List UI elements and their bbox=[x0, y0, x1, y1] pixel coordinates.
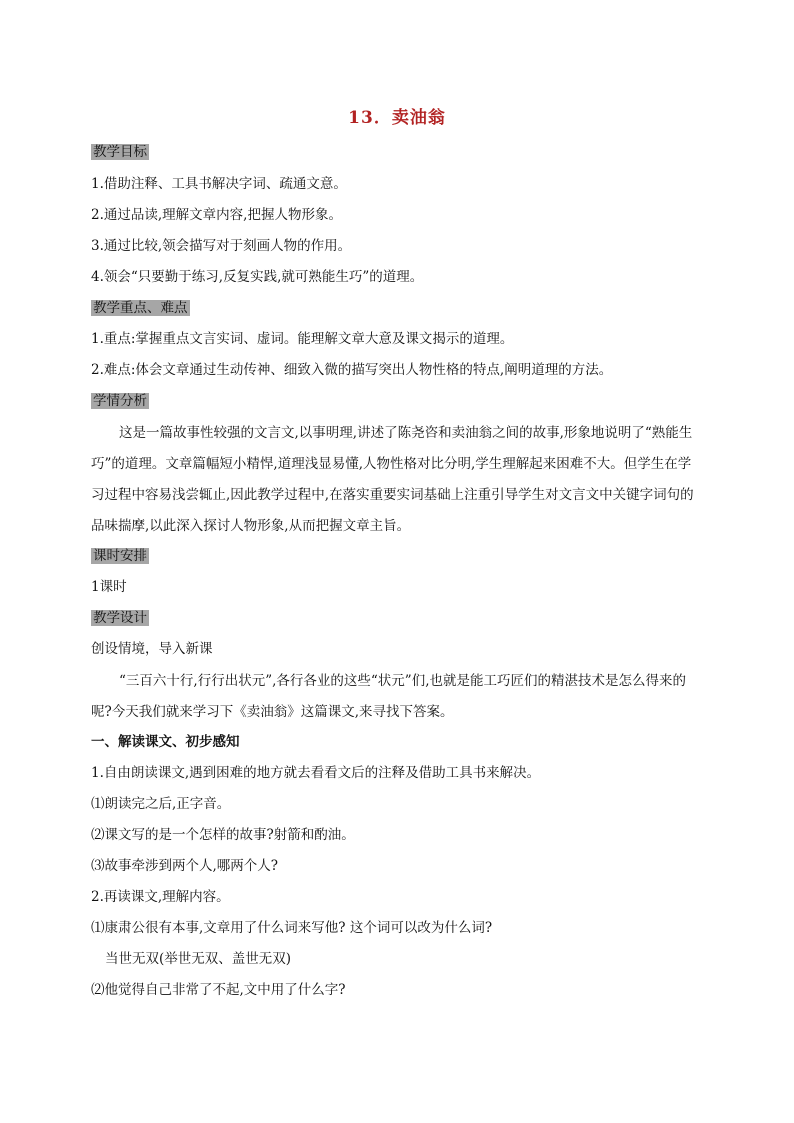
design-heading-label: 教学设计 bbox=[93, 610, 147, 626]
part1-item2-sub1: ⑴康肃公很有本事,文章用了什么词来写他? 这个词可以改为什么词? bbox=[91, 920, 493, 936]
design-paragraph: “三百六十行,行行出状元”,各行各业的这些“状元”们,也就是能工巧匠们的精湛技术是怎么得来的呢?今天我们就来学习下《卖油翁》这篇课文,来寻找下答案。 bbox=[91, 673, 686, 720]
section-heading-key-points bbox=[91, 298, 190, 318]
part1-item1-sub: ⑵课文写的是一个怎样的故事?射箭和酌油。 bbox=[91, 827, 355, 843]
part1-item1-sub: ⑴朗读完之后,正字音。 bbox=[91, 796, 231, 812]
part1-item2-sub2: ⑵他觉得自己非常了不起,文中用了什么字? bbox=[91, 982, 346, 998]
key-points-heading-label: 教学重点、难点 bbox=[93, 300, 188, 316]
key-point-item: 1.重点:掌握重点文言实词、虚词。能理解文章大意及课文揭示的道理。 bbox=[91, 331, 514, 347]
design-intro: 创设情境，导入新课 bbox=[91, 641, 213, 657]
section-heading-objectives bbox=[91, 142, 149, 162]
analysis-paragraph: 这是一篇故事性较强的文言文,以事明理,讲述了陈尧咨和卖油翁之间的故事,形象地说明了“熟能生巧”的道理。文章篇幅短小精悍,道理浅显易懂,人物性格对比分明,学生理解起来困难不大。但学生在学习过程中容易浅尝辄止,因此教学过程中,在落实重要实词基础上注重引导学生对文言文中关键字词句的品味揣摩,以此深入探讨人物形象,从而把握文章主旨。 bbox=[91, 425, 694, 534]
part1-heading: 一、解读课文、初步感知 bbox=[91, 734, 240, 750]
document-title: 13．卖油翁 bbox=[348, 108, 446, 128]
section-heading-schedule bbox=[91, 546, 149, 566]
part1-item2-answer: 当世无双(举世无双、盖世无双) bbox=[105, 951, 292, 967]
schedule-value: 1课时 bbox=[91, 579, 127, 595]
analysis-heading-label: 学情分析 bbox=[93, 393, 147, 409]
section-heading-analysis bbox=[91, 391, 149, 411]
key-point-item: 2.难点:体会文章通过生动传神、细致入微的描写突出人物性格的特点,阐明道理的方法。 bbox=[91, 362, 613, 378]
schedule-heading-label: 课时安排 bbox=[93, 548, 147, 564]
objective-item: 2.通过品读,理解文章内容,把握人物形象。 bbox=[91, 207, 342, 223]
part1-item1-sub: ⑶故事牵涉到两个人,哪两个人? bbox=[91, 858, 279, 874]
part1-item1: 1.自由朗读课文,遇到困难的地方就去看看文后的注释及借助工具书来解决。 bbox=[91, 765, 541, 781]
part1-item2: 2.再读课文,理解内容。 bbox=[91, 889, 230, 905]
section-heading-design bbox=[91, 608, 149, 628]
objective-item: 3.通过比较,领会描写对于刻画人物的作用。 bbox=[91, 238, 352, 254]
objective-item: 4.领会“只要勤于练习,反复实践,就可熟能生巧”的道理。 bbox=[91, 269, 424, 285]
objective-item: 1.借助注释、工具书解决字词、疏通文意。 bbox=[91, 176, 347, 192]
objectives-heading-label: 教学目标 bbox=[93, 144, 147, 160]
